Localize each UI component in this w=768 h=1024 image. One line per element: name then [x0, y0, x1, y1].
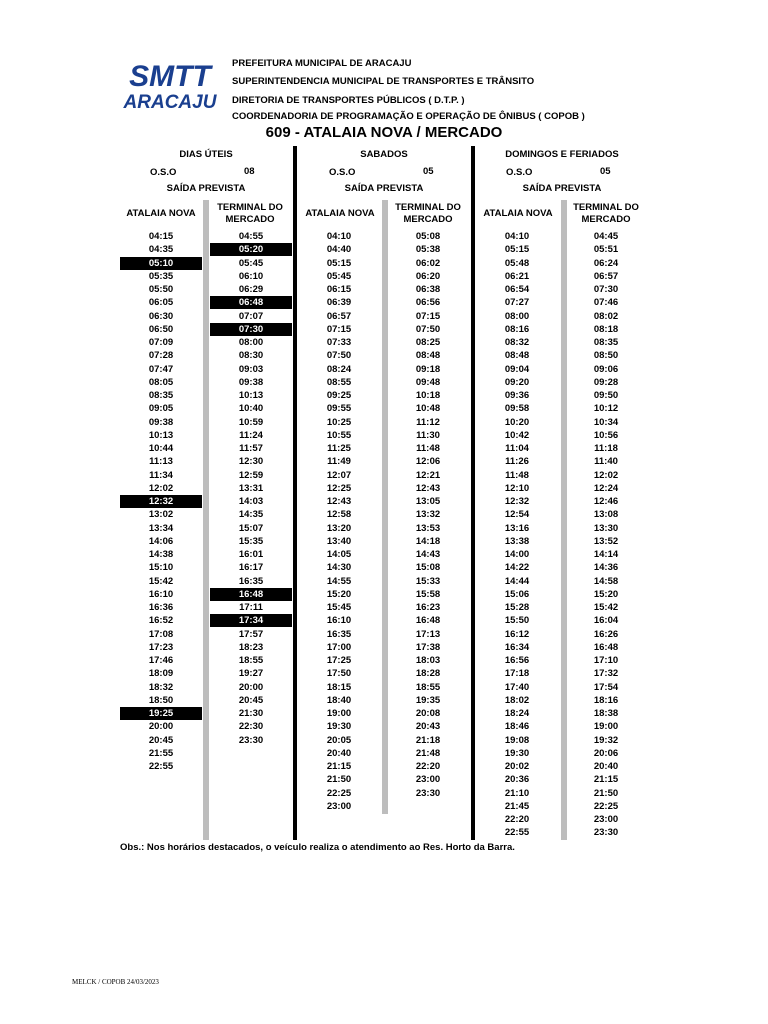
- saida-prevista-label: SAÍDA PREVISTA: [522, 183, 602, 194]
- departure-time: 07:15: [415, 310, 441, 322]
- logo-smtt-text: SMTT: [129, 60, 211, 93]
- departure-time: 13:05: [415, 496, 441, 507]
- departure-time: 06:54: [504, 284, 530, 295]
- departure-time: 14:14: [593, 549, 619, 560]
- departure-time: 13:31: [238, 482, 264, 494]
- departure-time: 06:29: [238, 284, 264, 295]
- departure-time: 05:08: [415, 231, 441, 242]
- departure-time: 07:15: [326, 323, 352, 335]
- footer-stamp: MELCK / COPOB 24/03/2023: [72, 978, 159, 986]
- departure-time: 13:52: [593, 535, 619, 547]
- departure-time: 11:49: [327, 456, 351, 468]
- departure-time: 13:40: [326, 535, 352, 547]
- departure-time: 18:46: [504, 721, 530, 733]
- departure-time: 04:10: [326, 231, 352, 242]
- departure-time: 23:00: [593, 814, 619, 825]
- departure-time: 07:33: [326, 337, 352, 348]
- logo-aracaju-text: ARACAJU: [123, 92, 217, 113]
- departure-time: 21:55: [148, 747, 174, 759]
- departure-time: 20:40: [326, 747, 352, 759]
- departure-time: 18:28: [415, 668, 441, 680]
- departure-time: 09:55: [326, 403, 352, 415]
- departure-time: 23:30: [415, 787, 441, 799]
- departure-time: 09:05: [148, 403, 174, 415]
- departure-time: 09:25: [326, 390, 352, 401]
- departure-time: 07:46: [593, 297, 619, 309]
- departure-time: 17:46: [148, 655, 174, 666]
- departure-time: 19:35: [415, 694, 441, 706]
- departure-time: 10:42: [504, 429, 530, 441]
- departure-time: 05:51: [593, 244, 619, 256]
- departure-time: 12:10: [504, 482, 530, 494]
- departure-time: 16:48: [593, 641, 619, 653]
- departure-time: 17:10: [593, 655, 619, 666]
- highlighted-departure-time: 05:10: [120, 257, 202, 270]
- departure-time: 13:20: [326, 522, 352, 534]
- departure-time: 08:48: [504, 350, 530, 362]
- highlighted-departure-time: 07:30: [210, 323, 292, 336]
- departure-time: 15:50: [504, 615, 530, 627]
- departure-time: 15:28: [504, 602, 530, 613]
- departure-time: 16:23: [415, 602, 441, 613]
- departure-time: 16:12: [504, 628, 530, 640]
- departure-time: 09:38: [148, 416, 174, 428]
- departure-time: 06:24: [593, 257, 619, 269]
- departure-time: 21:48: [415, 747, 441, 759]
- departure-time: 08:30: [238, 350, 264, 362]
- departure-time: 21:15: [593, 774, 619, 786]
- departure-time: 16:10: [326, 615, 352, 627]
- departure-time: 22:55: [148, 761, 174, 772]
- departure-time: 23:30: [593, 827, 619, 839]
- departure-time: 15:58: [415, 588, 441, 600]
- departure-time: 20:00: [238, 681, 264, 693]
- departure-time: 11:40: [594, 456, 618, 468]
- departure-time: 14:18: [415, 535, 441, 547]
- departure-time: 10:56: [593, 429, 619, 441]
- header-line-prefeitura: PREFEITURA MUNICIPAL DE ARACAJU: [232, 58, 412, 69]
- departure-time: 17:50: [326, 668, 352, 680]
- departure-time: 13:38: [504, 535, 530, 547]
- departure-time: 12:21: [415, 469, 441, 481]
- departure-time: 16:04: [593, 615, 619, 627]
- departure-time: 12:46: [593, 496, 619, 507]
- departure-time: 18:55: [415, 681, 441, 693]
- departure-time: 04:10: [504, 231, 530, 242]
- departure-time: 14:38: [148, 549, 174, 560]
- departure-time: 15:20: [593, 588, 619, 600]
- departure-time: 14:00: [504, 549, 530, 560]
- observation-note: Obs.: Nos horários destacados, o veículo realiza o atendimento ao Res. Horto da Barra.: [120, 842, 515, 853]
- departure-time: 08:02: [593, 310, 619, 322]
- departure-time: 16:48: [415, 615, 441, 627]
- departure-time: 14:06: [148, 535, 174, 547]
- departure-time: 07:28: [148, 350, 174, 362]
- departure-time: 16:17: [238, 562, 264, 574]
- departure-time: 08:24: [326, 363, 352, 375]
- column-header-atalaia-nova: ATALAIA NOVA: [305, 208, 375, 219]
- departure-time: 19:00: [326, 708, 352, 719]
- column-header-terminal-mercado: TERMINAL DO MERCADO: [395, 202, 461, 225]
- departure-time: 21:50: [326, 774, 352, 786]
- departure-time: 13:30: [593, 522, 619, 534]
- departure-time: 09:28: [593, 376, 619, 388]
- departure-time: 20:45: [238, 694, 264, 706]
- departure-time: 14:30: [326, 562, 352, 574]
- column-header-terminal-mercado: TERMINAL DO MERCADO: [217, 202, 283, 225]
- departure-time: 15:10: [148, 562, 174, 574]
- departure-time: 04:55: [238, 231, 264, 242]
- departure-time: 10:12: [593, 403, 619, 415]
- departure-time: 06:05: [148, 297, 174, 309]
- departure-time: 07:47: [148, 363, 174, 375]
- departure-time: 21:10: [504, 787, 530, 799]
- departure-time: 15:20: [326, 588, 352, 600]
- departure-time: 10:44: [148, 443, 174, 454]
- departure-time: 11:48: [505, 469, 529, 481]
- departure-time: 13:16: [504, 522, 530, 534]
- departure-time: 22:20: [504, 814, 530, 825]
- departure-time: 23:00: [326, 800, 352, 812]
- departure-time: 06:02: [415, 257, 441, 269]
- departure-time: 19:32: [593, 734, 619, 746]
- departure-time: 14:44: [504, 575, 530, 587]
- column-header-atalaia-nova: ATALAIA NOVA: [126, 208, 196, 219]
- departure-time: 18:09: [148, 668, 174, 680]
- departure-time: 23:30: [238, 734, 264, 746]
- departure-time: 20:43: [415, 721, 441, 733]
- oso-label: O.S.O: [150, 167, 177, 178]
- departure-time: 15:08: [415, 562, 441, 574]
- departure-time: 16:26: [593, 628, 619, 640]
- departure-time: 15:42: [593, 602, 619, 613]
- departure-time: 12:58: [326, 509, 352, 521]
- departure-time: 20:02: [504, 761, 530, 772]
- departure-time: 05:35: [148, 270, 174, 282]
- departure-time: 13:02: [148, 509, 174, 521]
- departure-time: 19:30: [504, 747, 530, 759]
- departure-time: 10:34: [593, 416, 619, 428]
- departure-time: 07:07: [238, 310, 264, 322]
- departure-time: 10:40: [238, 403, 264, 415]
- departure-time: 17:40: [504, 681, 530, 693]
- departure-time: 09:20: [504, 376, 530, 388]
- section-title: DIAS ÚTEIS: [179, 149, 233, 160]
- departure-time: 21:50: [593, 787, 619, 799]
- section-title: SABADOS: [360, 149, 408, 160]
- departure-time: 18:38: [593, 708, 619, 719]
- departure-time: 09:18: [415, 363, 441, 375]
- departure-time: 15:07: [238, 522, 264, 534]
- departure-time: 07:30: [593, 284, 619, 295]
- departure-time: 18:23: [238, 641, 264, 653]
- departure-time: 17:25: [326, 655, 352, 666]
- departure-time: 16:36: [148, 602, 174, 613]
- departure-time: 11:18: [594, 443, 618, 454]
- highlighted-departure-time: 19:25: [120, 707, 202, 720]
- departure-time: 15:35: [238, 535, 264, 547]
- departure-time: 11:34: [149, 469, 173, 481]
- departure-time: 12:24: [593, 482, 619, 494]
- departure-time: 08:50: [593, 350, 619, 362]
- oso-label: O.S.O: [329, 167, 356, 178]
- separator-saturdays-sundays: [471, 146, 475, 840]
- departure-time: 19:30: [326, 721, 352, 733]
- departure-time: 22:30: [238, 721, 264, 733]
- departure-time: 12:54: [504, 509, 530, 521]
- departure-time: 11:57: [239, 443, 263, 454]
- departure-time: 14:05: [326, 549, 352, 560]
- departure-time: 09:48: [415, 376, 441, 388]
- departure-time: 18:50: [148, 694, 174, 706]
- departure-time: 09:50: [593, 390, 619, 401]
- departure-time: 11:12: [416, 416, 440, 428]
- departure-time: 04:15: [148, 231, 174, 242]
- section-title: DOMINGOS E FERIADOS: [505, 149, 619, 160]
- departure-time: 17:23: [148, 641, 174, 653]
- departure-time: 12:02: [593, 469, 619, 481]
- departure-time: 12:07: [326, 469, 352, 481]
- departure-time: 08:00: [238, 337, 264, 348]
- departure-time: 11:26: [505, 456, 529, 468]
- departure-time: 16:01: [238, 549, 264, 560]
- departure-time: 06:56: [415, 297, 441, 309]
- departure-time: 12:25: [326, 482, 352, 494]
- oso-label: O.S.O: [506, 167, 533, 178]
- highlighted-departure-time: 16:48: [210, 588, 292, 601]
- smtt-aracaju-logo: [122, 56, 218, 120]
- departure-time: 05:15: [326, 257, 352, 269]
- departure-time: 13:32: [415, 509, 441, 521]
- departure-time: 15:45: [326, 602, 352, 613]
- departure-time: 06:38: [415, 284, 441, 295]
- departure-time: 20:45: [148, 734, 174, 746]
- departure-time: 11:48: [416, 443, 440, 454]
- departure-time: 14:36: [593, 562, 619, 574]
- highlighted-departure-time: 12:32: [120, 495, 202, 508]
- departure-time: 10:59: [238, 416, 264, 428]
- departure-time: 21:45: [504, 800, 530, 812]
- departure-time: 17:38: [415, 641, 441, 653]
- saida-prevista-label: SAÍDA PREVISTA: [166, 183, 246, 194]
- departure-time: 05:45: [238, 257, 264, 269]
- departure-time: 10:18: [415, 390, 441, 401]
- departure-time: 08:16: [504, 323, 530, 335]
- departure-time: 19:00: [593, 721, 619, 733]
- oso-value: 05: [423, 166, 434, 177]
- highlighted-departure-time: 06:48: [210, 296, 292, 309]
- departure-time: 08:55: [326, 376, 352, 388]
- departure-time: 23:00: [415, 774, 441, 786]
- departure-time: 06:20: [415, 270, 441, 282]
- departure-time: 18:55: [238, 655, 264, 666]
- departure-time: 22:25: [593, 800, 619, 812]
- departure-time: 13:08: [593, 509, 619, 521]
- departure-time: 10:25: [326, 416, 352, 428]
- departure-time: 12:32: [504, 496, 530, 507]
- departure-time: 09:36: [504, 390, 530, 401]
- departure-time: 20:36: [504, 774, 530, 786]
- separator-weekdays: [203, 200, 209, 840]
- departure-time: 20:00: [148, 721, 174, 733]
- departure-time: 07:09: [148, 337, 174, 348]
- departure-time: 17:11: [239, 602, 263, 613]
- departure-time: 15:33: [415, 575, 441, 587]
- departure-time: 16:34: [504, 641, 530, 653]
- departure-time: 09:58: [504, 403, 530, 415]
- departure-time: 08:05: [148, 376, 174, 388]
- departure-time: 17:32: [593, 668, 619, 680]
- departure-time: 09:06: [593, 363, 619, 375]
- departure-time: 09:38: [238, 376, 264, 388]
- departure-time: 18:32: [148, 681, 174, 693]
- departure-time: 08:32: [504, 337, 530, 348]
- header-line-diretoria: DIRETORIA DE TRANSPORTES PÚBLICOS ( D.T.P. ): [232, 95, 465, 106]
- departure-time: 18:16: [593, 694, 619, 706]
- departure-time: 12:02: [148, 482, 174, 494]
- departure-time: 04:35: [148, 244, 174, 256]
- departure-time: 18:02: [504, 694, 530, 706]
- departure-time: 14:03: [238, 496, 264, 507]
- departure-time: 10:13: [238, 390, 264, 401]
- departure-time: 16:52: [148, 615, 174, 627]
- departure-time: 06:21: [504, 270, 530, 282]
- separator-weekdays-saturdays: [293, 146, 297, 840]
- departure-time: 11:25: [327, 443, 351, 454]
- departure-time: 07:27: [504, 297, 530, 309]
- departure-time: 17:57: [238, 628, 264, 640]
- departure-time: 15:06: [504, 588, 530, 600]
- departure-time: 20:08: [415, 708, 441, 719]
- departure-time: 07:50: [326, 350, 352, 362]
- departure-time: 04:40: [326, 244, 352, 256]
- departure-time: 17:54: [593, 681, 619, 693]
- departure-time: 06:57: [593, 270, 619, 282]
- departure-time: 20:40: [593, 761, 619, 772]
- highlighted-departure-time: 17:34: [210, 614, 292, 627]
- departure-time: 05:38: [415, 244, 441, 256]
- departure-time: 12:59: [238, 469, 264, 481]
- departure-time: 08:48: [415, 350, 441, 362]
- departure-time: 09:03: [238, 363, 264, 375]
- departure-time: 18:40: [326, 694, 352, 706]
- departure-time: 13:34: [148, 522, 174, 534]
- departure-time: 08:35: [148, 390, 174, 401]
- departure-time: 06:39: [326, 297, 352, 309]
- departure-time: 22:25: [326, 787, 352, 799]
- departure-time: 12:43: [326, 496, 352, 507]
- departure-time: 06:15: [326, 284, 352, 295]
- departure-time: 08:25: [415, 337, 441, 348]
- departure-time: 18:15: [326, 681, 352, 693]
- column-header-atalaia-nova: ATALAIA NOVA: [483, 208, 553, 219]
- departure-time: 21:30: [238, 708, 264, 719]
- highlighted-departure-time: 05:20: [210, 243, 292, 256]
- departure-time: 11:04: [505, 443, 529, 454]
- departure-time: 06:57: [326, 310, 352, 322]
- route-title: 609 - ATALAIA NOVA / MERCADO: [265, 124, 503, 141]
- departure-time: 17:00: [326, 641, 352, 653]
- saida-prevista-label: SAÍDA PREVISTA: [344, 183, 424, 194]
- departure-time: 18:24: [504, 708, 530, 719]
- departure-time: 05:48: [504, 257, 530, 269]
- departure-time: 12:06: [415, 456, 441, 468]
- departure-time: 05:50: [148, 284, 174, 295]
- departure-time: 05:45: [326, 270, 352, 282]
- departure-time: 22:55: [504, 827, 530, 839]
- departure-time: 19:08: [504, 734, 530, 746]
- departure-time: 11:13: [149, 456, 173, 468]
- departure-time: 05:15: [504, 244, 530, 256]
- header-line-coordenadoria: COORDENADORIA DE PROGRAMAÇÃO E OPERAÇÃO DE ÔNIBUS ( COPOB ): [232, 111, 585, 122]
- departure-time: 06:30: [148, 310, 174, 322]
- departure-time: 21:15: [326, 761, 352, 772]
- departure-time: 17:08: [148, 628, 174, 640]
- departure-time: 14:58: [593, 575, 619, 587]
- departure-time: 10:55: [326, 429, 352, 441]
- departure-time: 19:27: [238, 668, 264, 680]
- departure-time: 15:42: [148, 575, 174, 587]
- departure-time: 22:20: [415, 761, 441, 772]
- departure-time: 20:06: [593, 747, 619, 759]
- departure-time: 06:10: [238, 270, 264, 282]
- departure-time: 14:55: [326, 575, 352, 587]
- departure-time: 14:43: [415, 549, 441, 560]
- departure-time: 13:53: [415, 522, 441, 534]
- header-line-superintendencia: SUPERINTENDENCIA MUNICIPAL DE TRANSPORTES E TRÂNSITO: [232, 76, 535, 87]
- departure-time: 16:35: [326, 628, 352, 640]
- departure-time: 06:50: [148, 323, 174, 335]
- departure-time: 20:05: [326, 734, 352, 746]
- departure-time: 16:10: [148, 588, 174, 600]
- departure-time: 17:13: [415, 628, 441, 640]
- departure-time: 08:35: [593, 337, 619, 348]
- departure-time: 11:24: [239, 429, 263, 441]
- departure-time: 10:13: [148, 429, 174, 441]
- oso-value: 08: [244, 166, 255, 177]
- departure-time: 10:48: [415, 403, 441, 415]
- departure-time: 16:35: [238, 575, 264, 587]
- departure-time: 16:56: [504, 655, 530, 666]
- oso-value: 05: [600, 166, 611, 177]
- departure-time: 14:35: [238, 509, 264, 521]
- departure-time: 07:50: [415, 323, 441, 335]
- departure-time: 08:18: [593, 323, 619, 335]
- departure-time: 09:04: [504, 363, 530, 375]
- departure-time: 12:43: [415, 482, 441, 494]
- column-header-terminal-mercado: TERMINAL DO MERCADO: [573, 202, 639, 225]
- departure-time: 17:18: [504, 668, 530, 680]
- departure-time: 14:22: [504, 562, 530, 574]
- departure-time: 21:18: [415, 734, 441, 746]
- departure-time: 04:45: [593, 231, 619, 242]
- departure-time: 18:03: [415, 655, 441, 666]
- departure-time: 12:30: [238, 456, 264, 468]
- departure-time: 11:30: [416, 429, 440, 441]
- departure-time: 08:00: [504, 310, 530, 322]
- departure-time: 10:20: [504, 416, 530, 428]
